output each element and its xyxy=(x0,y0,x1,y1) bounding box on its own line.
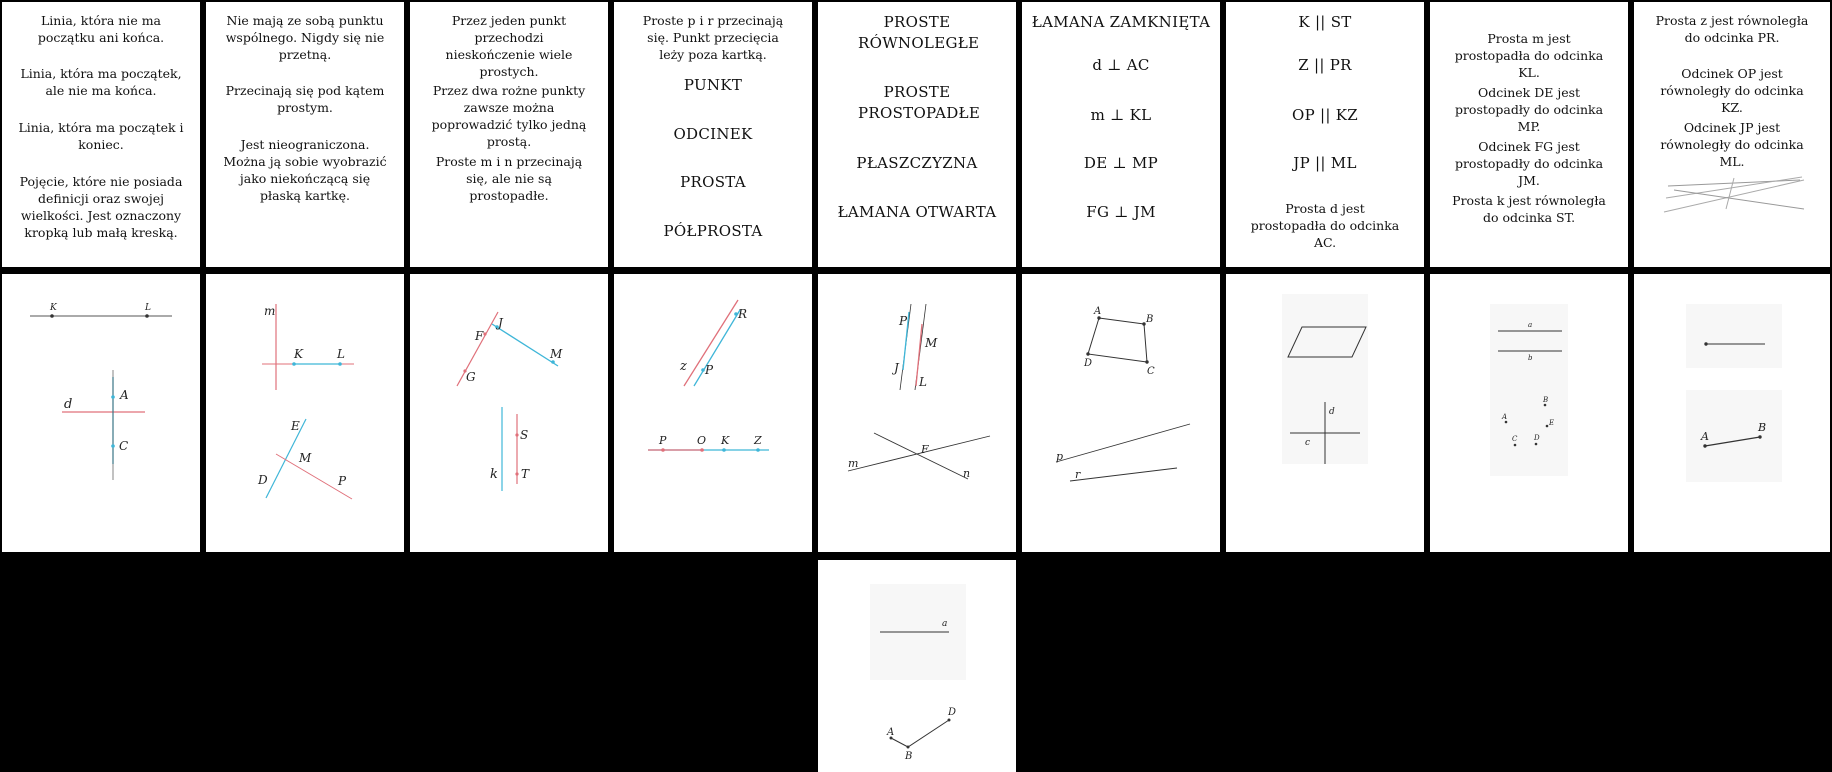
label-k: K xyxy=(50,303,57,313)
figure-parallel-pj-ml-and-intersecting-mn xyxy=(818,274,1016,552)
label-a: a xyxy=(1528,321,1533,329)
label-t: T xyxy=(521,467,530,481)
card-term: OP || KZ xyxy=(1291,106,1359,124)
card-text: Jest nieograniczona. Można ją sobie wyobrazić jako niekończącą się płaską kartkę. xyxy=(223,137,387,203)
label-l: L xyxy=(145,303,151,313)
label-d: D xyxy=(1534,434,1540,442)
label-a2: A xyxy=(887,727,895,738)
label-b: b xyxy=(1528,354,1533,362)
card-r2-c9[interactable] xyxy=(1634,274,1830,552)
label-b: B xyxy=(1758,421,1767,434)
card-r1-c3[interactable] xyxy=(410,2,608,267)
card-text: Przez dwa rożne punkty zawsze można poprowadzić tylko jedną prostą. xyxy=(431,83,587,149)
card-text: Linia, która ma początek, ale nie ma końca. xyxy=(20,66,182,98)
label-e: E xyxy=(291,419,300,433)
figure-segments-jm-fg-sk xyxy=(410,274,608,552)
card-text: Prosta z jest równoległa do odcinka PR. xyxy=(1655,13,1809,45)
card-term: K || ST xyxy=(1298,13,1352,31)
card-term: JP || ML xyxy=(1293,154,1357,172)
card-text: Odcinek OP jest równoległy do odcinka KZ. xyxy=(1660,66,1804,115)
card-term: PROSTA xyxy=(680,173,746,191)
label-m2: m xyxy=(848,457,859,470)
card-text: Prosta d jest prostopadła do odcinka AC. xyxy=(1250,201,1400,250)
card-r2-c2[interactable] xyxy=(206,274,404,552)
label-k: k xyxy=(490,467,498,482)
label-f: F xyxy=(475,329,484,343)
label-a: a xyxy=(942,619,948,629)
card-term: PROSTE PROSTOPADŁE xyxy=(858,83,981,122)
card-r2-c7[interactable] xyxy=(1226,274,1424,552)
card-text: Odcinek DE jest prostopadły do odcinka MP. xyxy=(1454,85,1604,134)
card-r1-c2[interactable] xyxy=(206,2,404,267)
card-text: Prosta m jest prostopadła do odcinka KL. xyxy=(1454,31,1604,80)
label-b: B xyxy=(905,751,913,762)
label-p2: P xyxy=(659,434,667,447)
card-term: ŁAMANA OTWARTA xyxy=(837,203,997,221)
figure-segment-and-ray xyxy=(1634,274,1830,552)
label-m2: M xyxy=(299,451,312,465)
label-d: d xyxy=(64,397,73,412)
card-term: d ⊥ AC xyxy=(1092,56,1150,74)
card-term: m ⊥ KL xyxy=(1090,106,1152,124)
card-term: PÓŁPROSTA xyxy=(663,222,763,240)
label-a: A xyxy=(120,388,129,402)
label-z: z xyxy=(680,359,687,374)
label-r: R xyxy=(738,307,748,321)
label-n: n xyxy=(963,467,971,480)
label-c: C xyxy=(1147,366,1155,377)
card-r1-c9[interactable] xyxy=(1634,2,1830,267)
label-a2: A xyxy=(1502,413,1508,421)
card-text: Odcinek FG jest prostopadły do odcinka JM. xyxy=(1454,139,1604,188)
label-d: D xyxy=(948,707,957,718)
card-term: PUNKT xyxy=(683,76,743,94)
label-z2: Z xyxy=(754,434,762,447)
card-text: Proste p i r przecinają się. Punkt przecięcia leży poza kartką. xyxy=(642,13,784,62)
card-r2-c1[interactable] xyxy=(2,274,200,552)
label-c: C xyxy=(119,439,129,453)
card-r2-c5[interactable] xyxy=(818,274,1016,552)
card-text: Odcinek JP jest równoległy do odcinka ML. xyxy=(1660,120,1804,169)
label-c: C xyxy=(1512,435,1518,443)
label-a: A xyxy=(1701,430,1709,443)
label-b2: B xyxy=(1543,396,1549,404)
label-f: F xyxy=(921,443,929,456)
card-r1-c5[interactable] xyxy=(818,2,1016,267)
card-r1-c8[interactable] xyxy=(1430,2,1628,267)
figure-parallel-lines-and-points xyxy=(1430,274,1628,552)
label-c: c xyxy=(1305,438,1311,448)
card-text: Nie mają ze sobą punktu wspólnego. Nigdy się nie przetną. xyxy=(225,13,385,62)
card-text: Proste m i n przecinają się, ale nie są prostopadłe. xyxy=(435,154,583,203)
card-r2-c8[interactable] xyxy=(1430,274,1628,552)
figure-line-a-and-open-polyline xyxy=(818,560,1016,772)
card-r2-c3[interactable] xyxy=(410,274,608,552)
card-r3-c5[interactable] xyxy=(818,560,1016,772)
label-k: K xyxy=(721,434,730,447)
label-b: B xyxy=(1146,314,1154,325)
label-p: p xyxy=(1056,450,1064,463)
card-text: Przecinają się pod kątem prostym. xyxy=(225,83,385,115)
card-r1-c7[interactable] xyxy=(1226,2,1424,267)
card-term: PROSTE RÓWNOLEGŁE xyxy=(858,13,980,52)
figure-parallel-zpr xyxy=(614,274,812,552)
label-p: P xyxy=(899,314,908,328)
label-p: P xyxy=(338,474,347,488)
label-a: A xyxy=(1094,306,1102,317)
card-term: ŁAMANA ZAMKNIĘTA xyxy=(1031,13,1211,31)
card-r2-c6[interactable] xyxy=(1022,274,1220,552)
card-r2-c4[interactable] xyxy=(614,274,812,552)
label-d: D xyxy=(258,473,268,487)
card-text: Linia, która nie ma początku ani końca. xyxy=(37,13,165,45)
figure-closed-polyline-and-lines xyxy=(1022,274,1220,552)
label-g: G xyxy=(466,370,476,384)
card-term: DE ⊥ MP xyxy=(1083,154,1159,172)
label-m: M xyxy=(925,336,938,350)
card-r1-c6[interactable] xyxy=(1022,2,1220,267)
card-term: ODCINEK xyxy=(673,125,753,143)
card-text: Pojęcie, które nie posiada definicji oraz swojej wielkości. Jest oznaczony kropką lub małą kreską. xyxy=(19,174,183,240)
card-text: Linia, która ma początek i koniec. xyxy=(18,120,184,152)
label-l: L xyxy=(919,375,927,389)
crossing-lines-figure xyxy=(1634,2,1830,267)
figure-perpendicular-segments xyxy=(206,274,404,552)
label-j: J xyxy=(894,361,899,375)
label-o: O xyxy=(697,434,707,447)
card-r1-c4[interactable] xyxy=(614,2,812,267)
card-text: Przez jeden punkt przechodzi nieskończenie wiele prostych. xyxy=(445,13,573,79)
label-p: P xyxy=(705,363,714,377)
card-term: PŁASZCZYZNA xyxy=(856,154,978,172)
label-s: S xyxy=(520,428,529,442)
card-text: Prosta k jest równoległa do odcinka ST. xyxy=(1452,193,1606,225)
label-m: M xyxy=(550,347,563,361)
card-term: Z || PR xyxy=(1298,56,1352,74)
figure-line-kl-perpendicular-d xyxy=(2,274,200,552)
card-term: FG ⊥ JM xyxy=(1086,203,1156,221)
label-r: r xyxy=(1075,468,1081,481)
label-d: d xyxy=(1329,407,1335,417)
label-l: L xyxy=(337,347,345,361)
figure-parallelogram-and-perpendicular xyxy=(1226,274,1424,552)
label-d: D xyxy=(1084,358,1093,369)
label-e: E xyxy=(1549,419,1555,427)
label-k: K xyxy=(294,347,303,361)
label-m: m xyxy=(264,304,276,318)
label-j: J xyxy=(498,316,503,330)
card-r1-c1[interactable] xyxy=(2,2,200,267)
